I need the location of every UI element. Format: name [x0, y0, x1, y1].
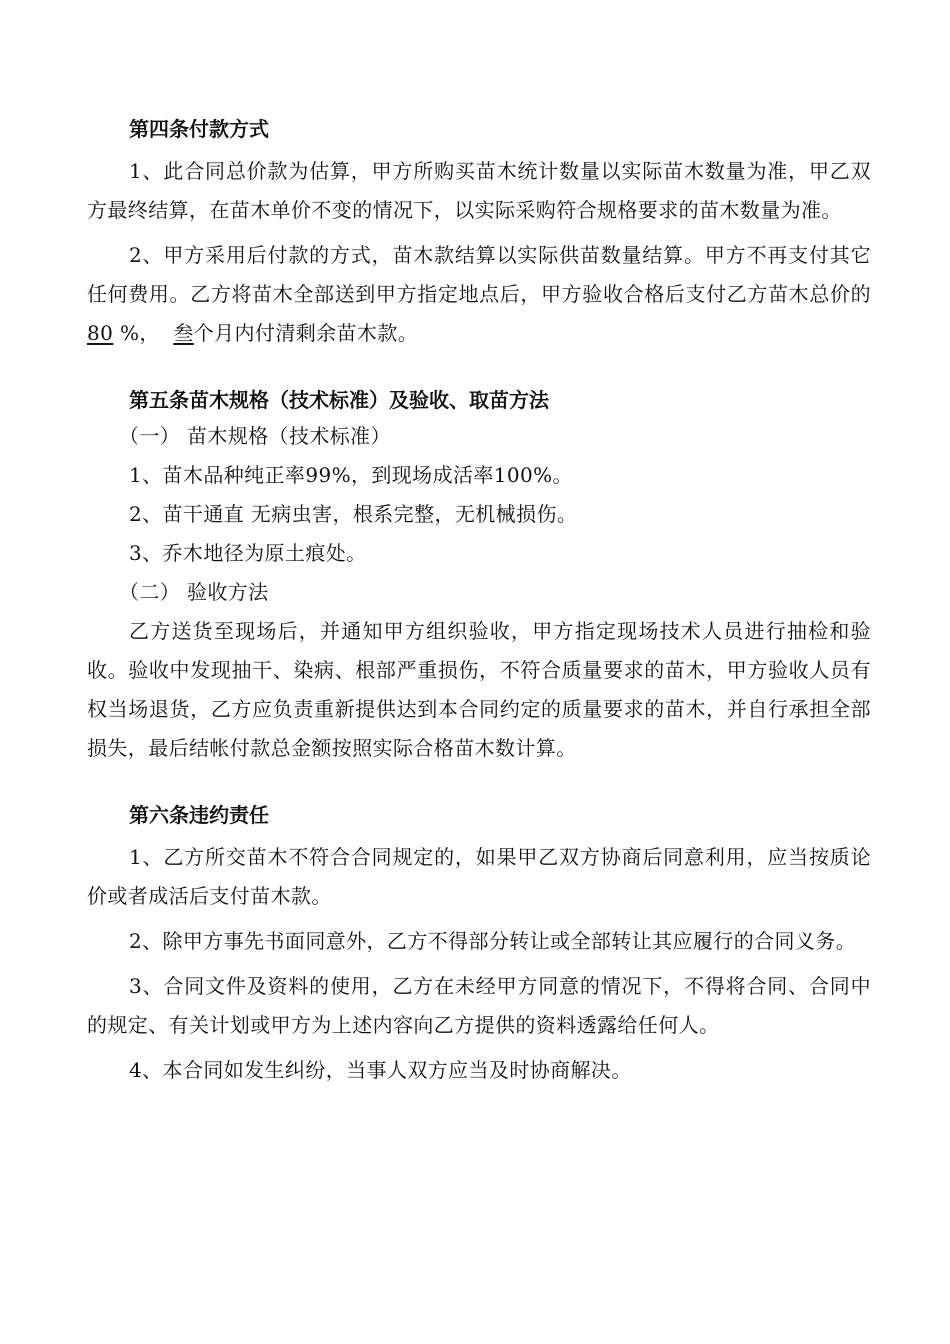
section-5-subheading-2: （二） 验收方法 — [119, 580, 269, 604]
section-5-title: 第五条苗木规格（技术标准）及验收、取苗方法 — [129, 388, 549, 412]
section-4-paragraph-1: 1、此合同总价款为估算，甲方所购买苗木统计数量以实际苗木数量为准，甲乙双方最终结算，在苗木单价不变的情况下，以实际采购符合规格要求的苗木数量为准。 — [87, 159, 871, 222]
payment-text-before: 2、甲方采用后付款的方式，苗木款结算以实际供苗数量结算。甲方不再支付其它任何费用。乙方将苗木全部送到甲方指定地点后，甲方验收合格后支付乙方苗木总价的 — [87, 243, 871, 306]
payment-percent: 80 — [87, 321, 114, 345]
section-6-title: 第六条违约责任 — [129, 803, 269, 827]
section-6-paragraph-2: 2、除甲方事先书面同意外，乙方不得部分转让或全部转让其应履行的合同义务。 — [129, 929, 857, 953]
section-5-item-2: 2、苗干通直 无病虫害，根系完整，无机械损伤。 — [129, 502, 578, 526]
payment-text-after: 个月内付清剩余苗木款。 — [193, 321, 419, 345]
section-5-subheading-1: （一） 苗木规格（技术标准） — [119, 424, 391, 448]
section-5-item-1: 1、苗木品种纯正率99%，到现场成活率100%。 — [129, 463, 573, 487]
payment-text-mid: %， — [113, 321, 174, 345]
section-5-paragraph-1: 乙方送货至现场后，并通知甲方组织验收，甲方指定现场技术人员进行抽检和验收。验收中发现抽干、染病、根部严重损伤，不符合质量要求的苗木，甲方验收人员有权当场退货，乙方应负责重新提供达到本合同约定的质量要求的苗木，并自行承担全部损失，最后结帐付款总金额按照实际合格苗木数计算。 — [87, 619, 871, 760]
payment-months: 叁 — [173, 321, 194, 345]
section-6-paragraph-3: 3、合同文件及资料的使用，乙方在未经甲方同意的情况下，不得将合同、合同中的规定、有关计划或甲方为上述内容向乙方提供的资料透露给任何人。 — [87, 974, 871, 1037]
section-5-item-3: 3、乔木地径为原土痕处。 — [129, 541, 367, 565]
contract-page — [87, 112, 871, 1090]
section-4-paragraph-2 — [87, 236, 871, 353]
section-6-paragraph-4: 4、本合同如发生纠纷，当事人双方应当及时协商解决。 — [129, 1058, 632, 1082]
section-6-paragraph-1: 1、乙方所交苗木不符合合同规定的，如果甲乙双方协商后同意利用，应当按质论价或者成活后支付苗木款。 — [87, 845, 871, 908]
section-4-title: 第四条付款方式 — [129, 117, 269, 141]
